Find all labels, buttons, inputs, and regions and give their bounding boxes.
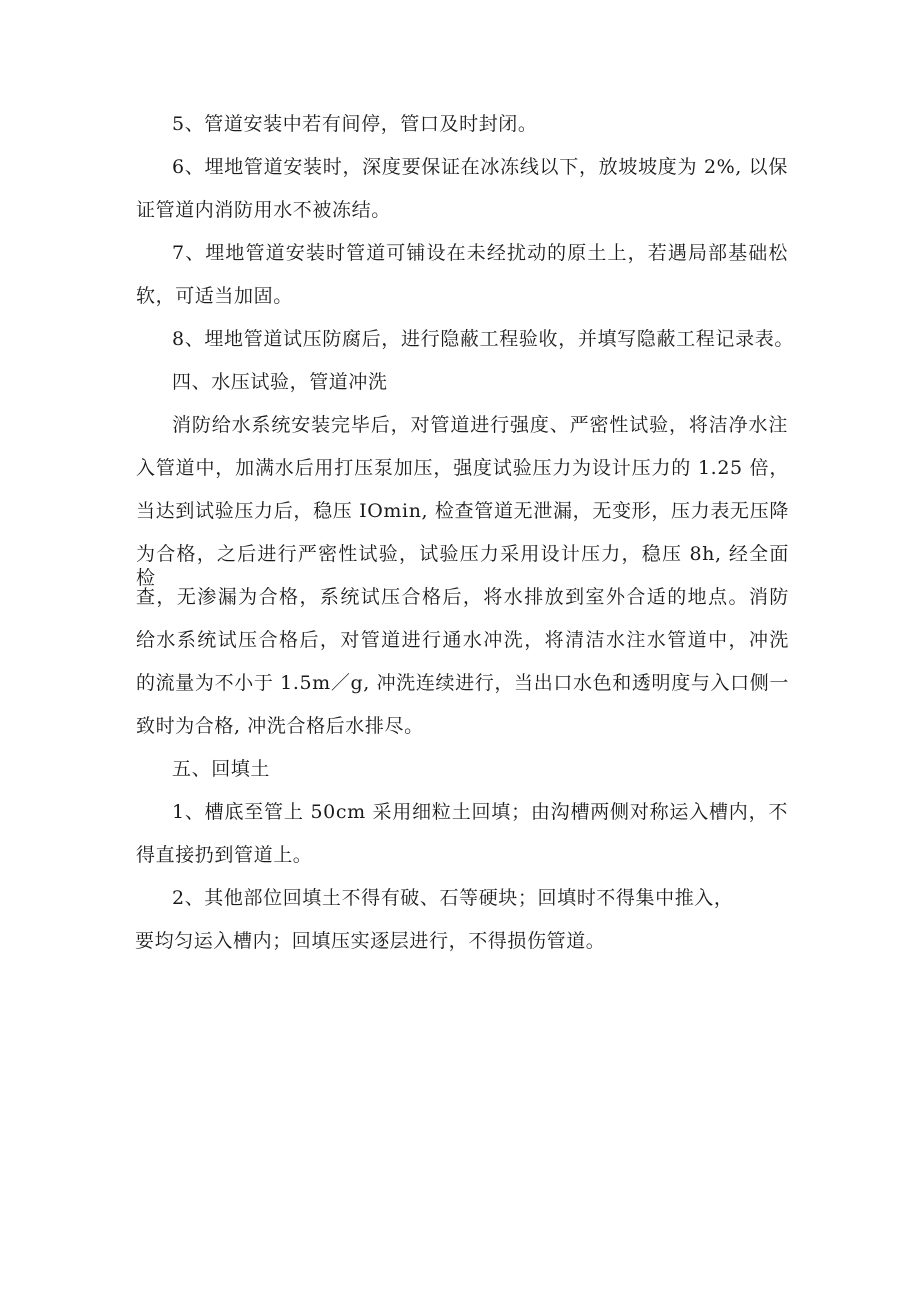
text-line: 证管道内消防用水不被冻结。 (136, 199, 391, 221)
text-line: 7、埋地管道安装时管道可铺设在未经扰动的原土上，若遇局部基础松 (172, 242, 788, 264)
text-line: 要均匀运入槽内；回填压实逐层进行，不得损伤管道。 (135, 930, 606, 952)
text-line: 查，无渗漏为合格，系统试压合格后，将水排放到室外合适的地点。消防 (136, 586, 789, 608)
text-line: 当达到试验压力后，稳压 IOmin, 检查管道无泄漏，无变形，压力表无压降 (136, 500, 789, 522)
text-line: 2、其他部位回填土不得有破、石等硬块；回填时不得集中推入， (172, 887, 734, 909)
text-line: 消防给水系统安装完毕后，对管道进行强度、严密性试验，将洁净水注 (172, 414, 788, 436)
text-line: 8、埋地管道试压防腐后，进行隐蔽工程验收，并填写隐蔽工程记录表。 (172, 328, 794, 350)
section-heading: 四、水压试验，管道冲洗 (172, 371, 388, 393)
text-line: 软，可适当加固。 (136, 285, 293, 307)
text-line: 给水系统试压合格后，对管道进行通水冲洗，将清洁水注水管道中，冲洗 (136, 629, 789, 651)
section-heading: 五、回填土 (172, 758, 271, 780)
text-line: 为合格，之后进行严密性试验，试验压力采用设计压力，稳压 8h, 经全面检 (136, 543, 789, 589)
text-line: 得直接扔到管道上。 (136, 844, 313, 866)
text-line: 6、埋地管道安装时，深度要保证在冰冻线以下，放坡坡度为 2%, 以保 (172, 156, 788, 178)
text-line: 1、槽底至管上 50cm 采用细粒土回填；由沟槽两侧对称运入槽内，不 (172, 801, 788, 823)
text-line: 5、管道安装中若有间停，管口及时封闭。 (172, 113, 538, 135)
text-line: 的流量为不小于 1.5m／g, 冲洗连续进行，当出口水色和透明度与入口侧一 (136, 672, 789, 694)
text-line: 入管道中，加满水后用打压泵加压，强度试验压力为设计压力的 1.25 倍， (136, 457, 789, 479)
text-line: 致时为合格, 冲洗合格后水排尽。 (136, 715, 424, 737)
